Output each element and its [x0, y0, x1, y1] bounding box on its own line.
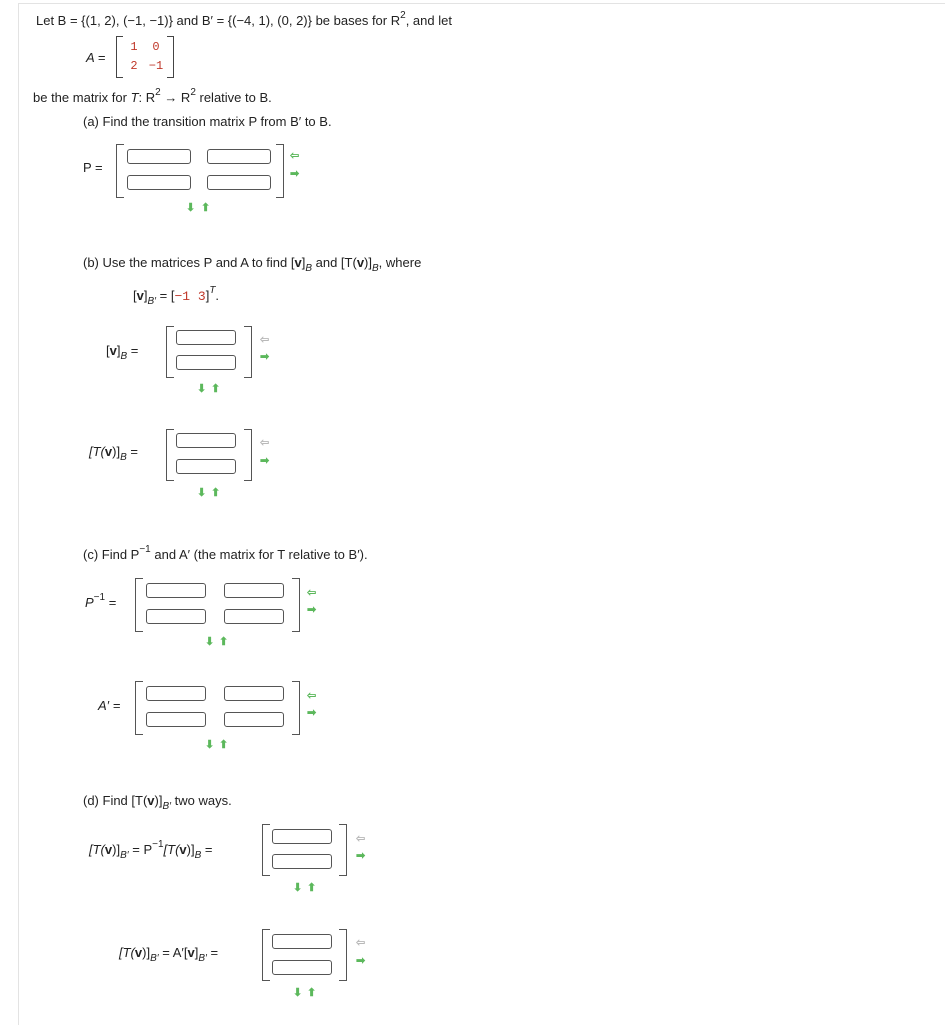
TvBprime-matrix-1 [262, 824, 350, 876]
remove-row-arrow-icon[interactable]: ⬆ [307, 987, 317, 999]
Pinv-label: $P^{-1}$ = [85, 592, 117, 610]
Pinv-input-11[interactable] [146, 583, 206, 598]
vB-input-2[interactable] [176, 355, 236, 370]
P-matrix [116, 144, 286, 198]
vB-label: $[v]_B$ = [106, 343, 139, 362]
add-row-arrow-icon[interactable]: ⬇ [205, 636, 215, 648]
A-cell: 1 [130, 40, 138, 54]
Pinv-input-21[interactable] [146, 609, 206, 624]
remove-column-arrow-icon[interactable]: ⇦ [307, 690, 317, 702]
add-column-arrow-icon[interactable]: ➡ [260, 351, 270, 363]
A-cell: −1 [148, 59, 164, 73]
Aprime-input-22[interactable] [224, 712, 284, 727]
remove-column-arrow-icon[interactable]: ⇦ [260, 334, 270, 346]
intro-line: Let B = {(1, 2), (−1, −1)} and B′ = {(−4, 1), (0, 2)} be bases for $R^2$, and let [36, 10, 452, 28]
Aprime-label: A′ = [98, 698, 121, 713]
Pinv-input-12[interactable] [224, 583, 284, 598]
TvBprime-eq2-label: $[T(v)]_{B'} = A'[v]_{B'}$ = [119, 945, 219, 964]
P-input-21[interactable] [127, 175, 191, 190]
add-row-arrow-icon[interactable]: ⬇ [197, 487, 207, 499]
TvBprime1-input-1[interactable] [272, 829, 332, 844]
P-input-22[interactable] [207, 175, 271, 190]
TvBprime1-input-2[interactable] [272, 854, 332, 869]
TvBprime2-input-1[interactable] [272, 934, 332, 949]
TvB-matrix [166, 429, 256, 481]
TvB-input-2[interactable] [176, 459, 236, 474]
remove-row-arrow-icon[interactable]: ⬆ [219, 739, 229, 751]
part-a-prompt: (a) Find the transition matrix P from B′ to B. [83, 114, 332, 129]
add-row-arrow-icon[interactable]: ⬇ [293, 987, 303, 999]
remove-column-arrow-icon[interactable]: ⇦ [356, 937, 366, 949]
TvB-input-1[interactable] [176, 433, 236, 448]
P-input-12[interactable] [207, 149, 271, 164]
TvBprime-matrix-2 [262, 929, 350, 981]
Aprime-input-12[interactable] [224, 686, 284, 701]
add-column-arrow-icon[interactable]: ➡ [356, 955, 366, 967]
remove-column-arrow-icon[interactable]: ⇦ [260, 437, 270, 449]
TvBprime2-input-2[interactable] [272, 960, 332, 975]
given-vBprime: $[v]_{B'} = [-1$ 3]$^T$. [133, 285, 220, 307]
A-cell: 0 [152, 40, 160, 54]
remove-row-arrow-icon[interactable]: ⬆ [307, 882, 317, 894]
part-b-prompt: (b) Use the matrices P and A to find $[v]_B$ and $[T(v)]_B$, where [83, 255, 422, 274]
P-label: P = [83, 160, 103, 175]
A-cell: 2 [130, 59, 138, 73]
part-c-prompt: (c) Find $P^{-1}$ and A′ (the matrix for T relative to B′). [83, 544, 368, 562]
vB-matrix [166, 326, 256, 378]
vB-input-1[interactable] [176, 330, 236, 345]
Pinv-input-22[interactable] [224, 609, 284, 624]
Aprime-input-21[interactable] [146, 712, 206, 727]
given-A-label: A = [86, 50, 106, 65]
remove-column-arrow-icon[interactable]: ⇦ [307, 587, 317, 599]
add-column-arrow-icon[interactable]: ➡ [307, 604, 317, 616]
remove-row-arrow-icon[interactable]: ⬆ [211, 487, 221, 499]
TvB-label: $[T(v)]_B$ = [89, 444, 138, 463]
remove-column-arrow-icon[interactable]: ⇦ [290, 150, 300, 162]
add-row-arrow-icon[interactable]: ⬇ [205, 739, 215, 751]
add-column-arrow-icon[interactable]: ➡ [356, 850, 366, 862]
P-input-11[interactable] [127, 149, 191, 164]
Aprime-matrix [135, 681, 303, 735]
remove-row-arrow-icon[interactable]: ⬆ [201, 202, 211, 214]
add-row-arrow-icon[interactable]: ⬇ [293, 882, 303, 894]
add-row-arrow-icon[interactable]: ⬇ [186, 202, 196, 214]
TvBprime-eq1-label: $[T(v)]_{B'} = P^{-1}[T(v)]_B$ = [89, 839, 213, 861]
matrix-for-T-line: be the matrix for T: $R^2 \to R^2$ relative to B. [33, 87, 272, 105]
Pinv-matrix [135, 578, 303, 632]
remove-column-arrow-icon[interactable]: ⇦ [356, 833, 366, 845]
given-matrix-A [116, 36, 174, 78]
add-column-arrow-icon[interactable]: ➡ [307, 707, 317, 719]
add-column-arrow-icon[interactable]: ➡ [260, 455, 270, 467]
part-d-prompt: (d) Find $[T(v)]_{B'}$ two ways. [83, 793, 232, 812]
remove-row-arrow-icon[interactable]: ⬆ [219, 636, 229, 648]
add-row-arrow-icon[interactable]: ⬇ [197, 383, 207, 395]
add-column-arrow-icon[interactable]: ➡ [290, 168, 300, 180]
Aprime-input-11[interactable] [146, 686, 206, 701]
remove-row-arrow-icon[interactable]: ⬆ [211, 383, 221, 395]
